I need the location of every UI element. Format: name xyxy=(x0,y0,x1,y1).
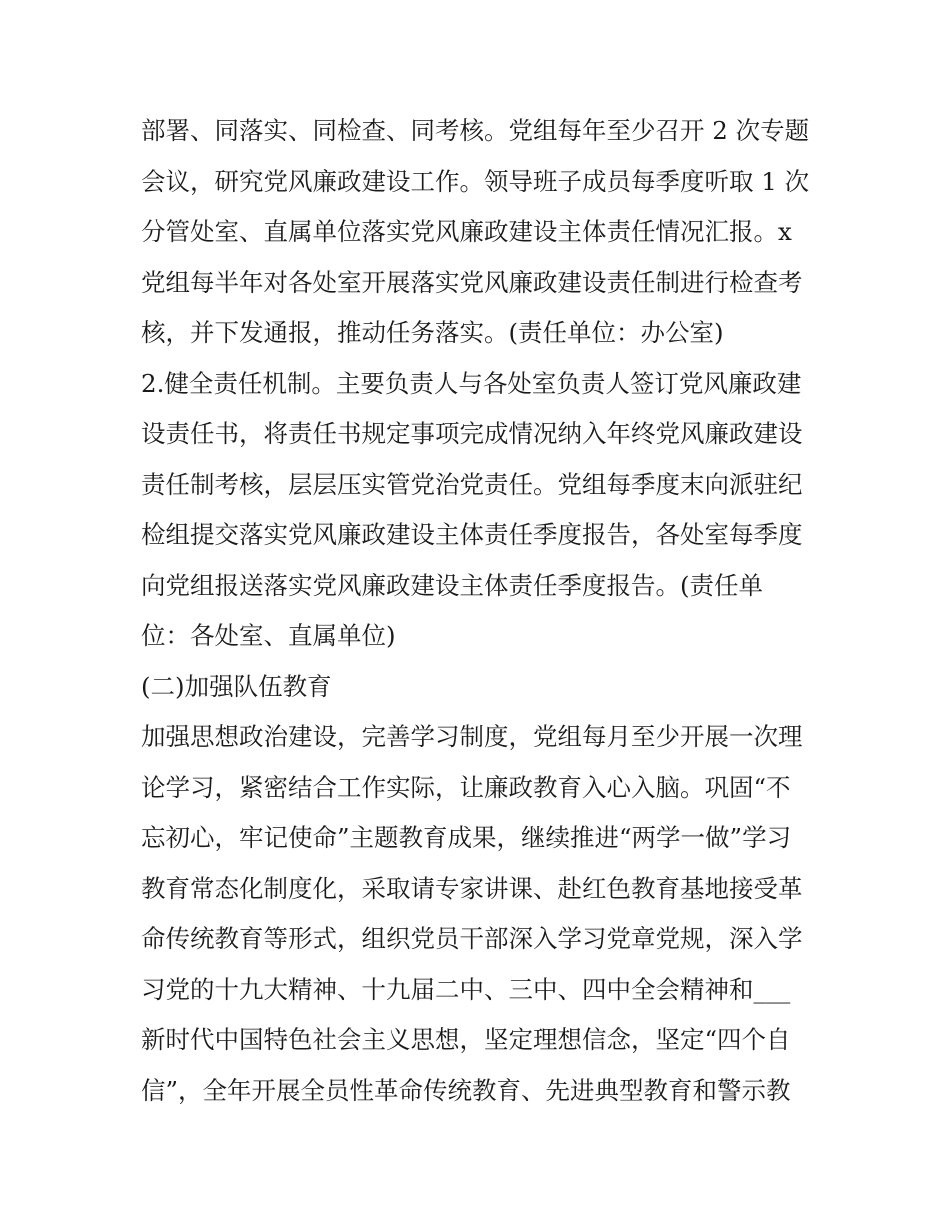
body-text xyxy=(141,106,821,1116)
text-line: 党组每半年对各处室开展落实党风廉政建设责任制进行检查考 xyxy=(141,267,803,297)
text-line: 命传统教育等形式，组织党员干部深入学习党章党规，深入学 xyxy=(141,924,803,953)
section-heading: (二)加强队伍教育 xyxy=(141,671,332,701)
text-line: 加强思想政治建设，完善学习制度，党组每月至少开展一次理 xyxy=(141,722,803,751)
text-line: 2.健全责任机制。主要负责人与各处室负责人签订党风廉政建 xyxy=(141,368,802,398)
text-line: 习党的十九大精神、十九届二中、三中、四中全会精神和___ xyxy=(141,974,791,1004)
text-line: 责任制考核，层层压实管党治党责任。党组每季度末向派驻纪 xyxy=(141,469,803,499)
text-line: 位：各处室、直属单位) xyxy=(141,621,396,650)
text-line: 新时代中国特色社会主义思想，坚定理想信念，坚定“四个自 xyxy=(141,1025,791,1054)
text-line: 分管处室、直属单位落实党风廉政建设主体责任情况汇报。x xyxy=(141,217,792,246)
text-line: 论学习，紧密结合工作实际，让廉政教育入心入脑。巩固“不 xyxy=(141,772,791,802)
text-line: 向党组报送落实党风廉政建设主体责任季度报告。(责任单 xyxy=(141,570,764,600)
text-line: 检组提交落实党风廉政建设主体责任季度报告，各处室每季度 xyxy=(141,520,803,549)
text-line: 会议，研究党风廉政建设工作。领导班子成员每季度听取 1 次 xyxy=(141,166,810,196)
text-line: 忘初心，牢记使命”主题教育成果，继续推进“两学一做”学习 xyxy=(141,823,792,852)
text-line: 部署、同落实、同检查、同考核。党组每年至少召开 2 次专题 xyxy=(141,116,810,145)
text-line: 信”，全年开展全员性革命传统教育、先进典型教育和警示教 xyxy=(141,1075,791,1105)
text-line: 核，并下发通报，推动任务落实。(责任单位：办公室) xyxy=(141,318,724,347)
text-line: 教育常态化制度化，采取请专家讲课、赴红色教育基地接受革 xyxy=(141,873,803,903)
text-line: 设责任书，将责任书规定事项完成情况纳入年终党风廉政建设 xyxy=(141,419,803,448)
